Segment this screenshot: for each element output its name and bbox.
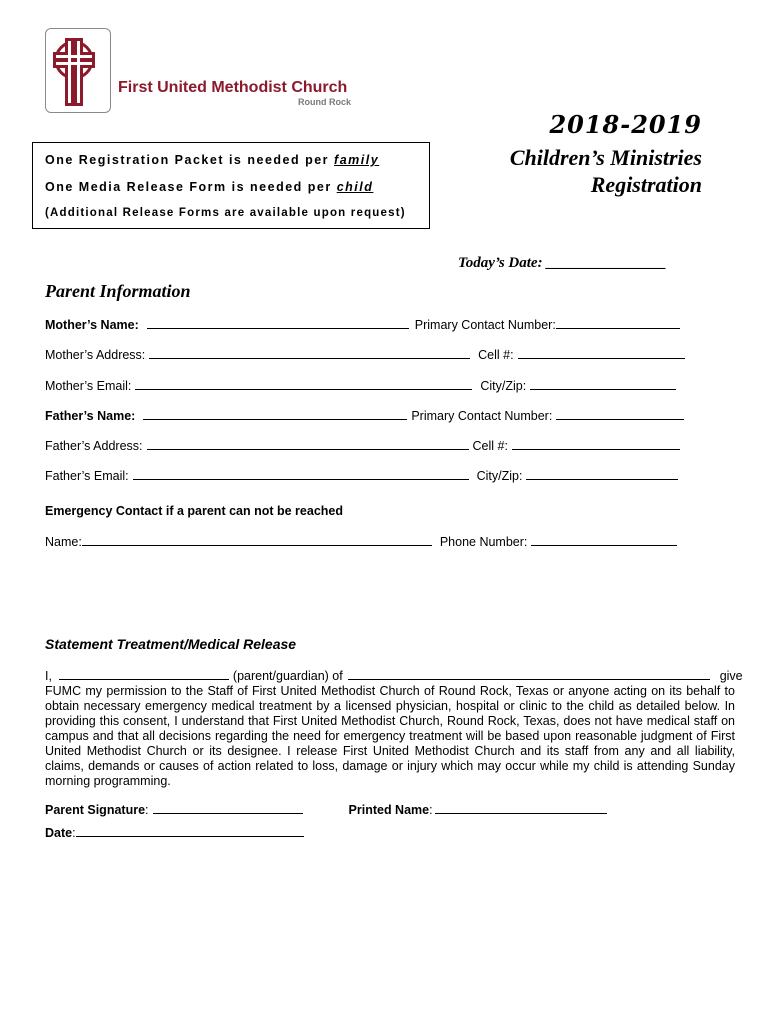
father-name-field[interactable] [143,407,407,420]
emergency-phone-field[interactable] [531,533,677,546]
statement-title: Statement Treatment/Medical Release [45,636,297,652]
mother-email-row: Mother’s Email: City/Zip: [45,377,685,393]
father-contact-field[interactable] [556,407,684,420]
statement-line: FUMC my permission to the Staff of First United Methodist Church of Round Rock, Texas or anyone acting on its behalf to [45,684,735,698]
parent-signature-field[interactable] [153,801,303,814]
father-email-field[interactable] [133,467,469,480]
mother-email-field[interactable] [135,377,472,390]
father-cell-field[interactable] [512,437,680,450]
statement-line: United Methodist Church or its designee. I release First United Methodist Church and its staff from any and all liability, [45,744,735,758]
statement-line: morning programming. [45,774,171,788]
emergency-name-field[interactable] [82,533,432,546]
notice-line-family: One Registration Packet is needed per family [45,153,380,167]
statement-line: obtain necessary emergency medical treatment by a licensed physician, hospital or clinic to the child as detailed below. In [45,699,735,713]
title-line1: Children’s Ministries [509,145,702,170]
logo [45,28,111,113]
title-line2: Registration [590,172,702,197]
statement-paragraph [45,668,743,789]
signature-row: Parent Signature : Printed Name : [45,801,665,817]
child-name-field[interactable] [348,668,710,680]
cross-logo-icon [45,28,111,113]
father-address-row: Father’s Address: Cell #: [45,437,685,453]
year-title: 2018-2019 [549,110,702,139]
mother-address-field[interactable] [149,346,470,359]
org-name: First United Methodist Church [118,79,348,96]
emergency-row: Name: Phone Number: [45,533,685,549]
org-location: Round Rock [298,97,351,107]
statement-line: claims, demands or causes of action related to loss, damage or injury which may occur while my child is attending Sunday [45,759,735,773]
notice-additional: (Additional Release Forms are available upon request) [45,207,406,219]
statement-line: campus and that all decisions regarding the need for emergency treatment will be based upon reasonable judgment of First [45,729,735,743]
statement-line: providing this consent, I understand that First United Methodist Church, Round Rock, Texas, does not have medical staff on [45,714,735,728]
mother-address-row: Mother’s Address: Cell #: [45,346,685,362]
mother-cell-field[interactable] [518,346,685,359]
parent-info-title: Parent Information [45,281,191,301]
date-field[interactable] [76,824,304,837]
mother-name-field[interactable] [147,316,409,329]
mother-name-row: Mother’s Name: Primary Contact Number: [45,316,685,332]
father-cityzip-field[interactable] [526,467,678,480]
statement-first-line: I, (parent/guardian) of give [45,669,743,683]
mother-cityzip-field[interactable] [530,377,676,390]
mother-contact-field[interactable] [556,316,680,329]
printed-name-field[interactable] [435,801,607,814]
father-name-row: Father’s Name: Primary Contact Number: [45,407,685,423]
parent-guardian-field[interactable] [59,668,229,680]
father-address-field[interactable] [147,437,469,450]
date-row: Date : [45,824,345,840]
notice-line-child: One Media Release Form is needed per child [45,180,374,194]
todays-date-field[interactable]: Today’s Date: ________________ [458,255,667,271]
father-email-row: Father’s Email: City/Zip: [45,467,685,483]
emergency-title: Emergency Contact if a parent can not be reached [45,504,343,518]
